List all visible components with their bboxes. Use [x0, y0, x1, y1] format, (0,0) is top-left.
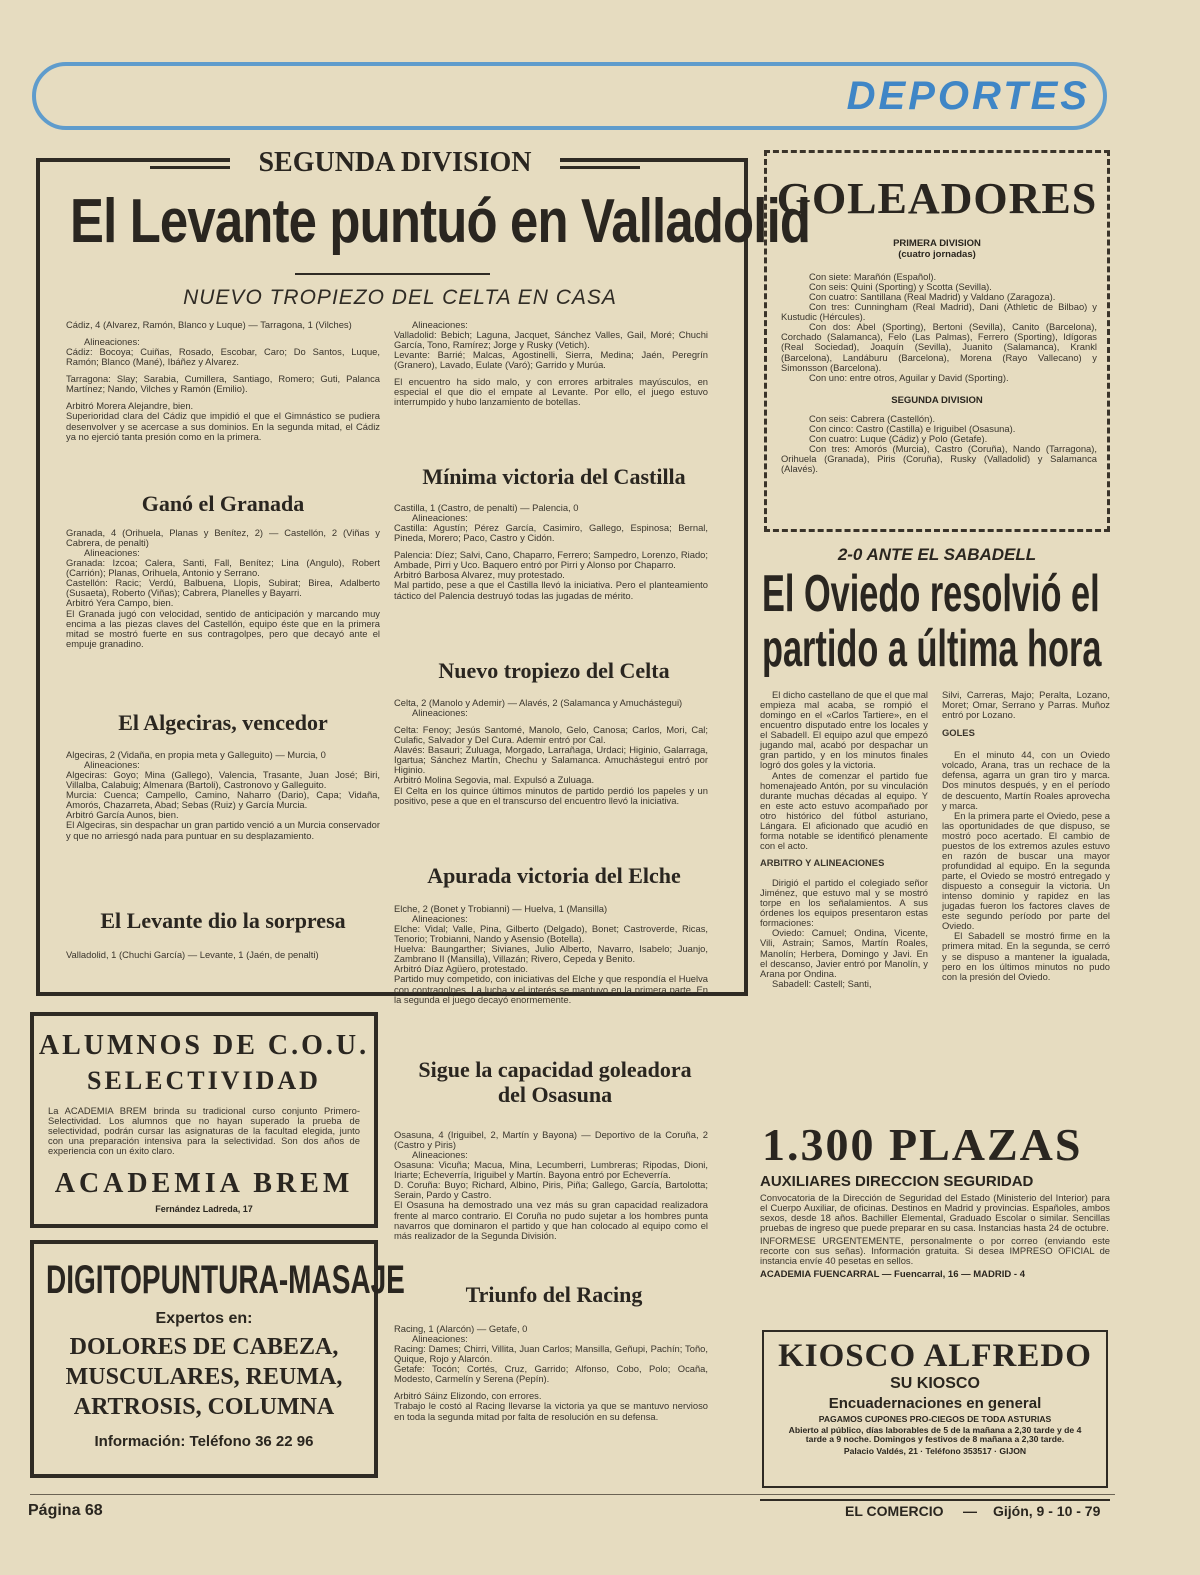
- footer-place-date: Gijón, 9 - 10 - 79: [993, 1503, 1101, 1519]
- paragraph: Palencia: Díez; Salvi, Cano, Chaparro, Ferrero; Sampedro, Lorenzo, Riado; Ambade, Pirri y Uco. Baquero entró por Pirri y Alonso por Chaparro.: [394, 549, 708, 571]
- paragraph: El encuentro ha sido malo, y con errores arbitrales mayúsculos, en especial el que dio el empate al Levante. Por ello, el juego estuvo interrumpido y hubo lanzamiento de botellas.: [394, 376, 708, 408]
- paragraph: Alineaciones:: [412, 913, 468, 925]
- scorer-line: Con siete: Marañón (Español).: [809, 271, 937, 282]
- ad-kiosco-sub: SU KIOSCO: [890, 1375, 980, 1392]
- paragraph: Alineaciones:: [412, 512, 468, 524]
- paragraph: Murcia: Cuenca; Campello, Camino, Naharro (Dario), Capa; Vidaña, Amorós, Chazarreta, Abad; Sebas (Ruiz) y García Murcia.: [66, 789, 380, 811]
- ad-plazas: [760, 1118, 1110, 1280]
- arbitro-head: ARBITRO Y ALINEACIONES: [760, 857, 885, 868]
- scorer-line: Con tres: Amorós (Murcia), Castro (Coruña), Nando (Tarragona), Orihuela (Granada), Piris (Coruña), Rusky (Valladolid) y Salamanca (Alavés).: [781, 442, 1097, 474]
- paragraph: Alineaciones:: [412, 707, 468, 719]
- paragraph: Racing: Dames; Chirri, Villita, Juan Carlos; Mansilla, Geñupi, Pachín; Toño, Quique, Rojo y Alarcón.: [394, 1343, 708, 1365]
- paragraph: Arbitró Díaz Agüero, protestado.: [394, 963, 528, 975]
- kicker: SEGUNDA DIVISION: [230, 147, 560, 179]
- segunda-title: SEGUNDA DIVISION: [891, 394, 983, 406]
- ad-plazas-body2: INFORMESE URGENTEMENTE, personalmente o por correo (enviando este recorte con sus señas). Información gratuita. Si desea IMPRESO OFICIAL de instancia envíe 40 pesetas en sellos.: [760, 1235, 1110, 1267]
- ad-digito-info: Información: Teléfono 36 22 96: [94, 1433, 314, 1450]
- paragraph: Antes de comenzar el partido fue homenajeado Antón, por su vinculación durante muchas décadas al equipo. Y en este acto estuvo acompañado por otro histórico del fútbol asturiano, Lángara. El aficionado que acudió en forma notable se identificó plenamente con el acto.: [760, 769, 928, 851]
- ad-digito-line1: DOLORES DE CABEZA,: [69, 1334, 339, 1360]
- paragraph: Arbitró Sáinz Elizondo, con errores.: [394, 1390, 542, 1402]
- scorer-line: Con dos: Abel (Sporting), Bertoni (Sevilla), Canito (Barcelona), Corchado (Salamanca), Felo (Las Palmas), Ferrero (Sporting), Idígoras (Real Sociedad), Joaquín (Sevilla), Juanito (Salamanca), Krankl (Barcelona), Landáburu (Barcelona), Morena (Rayo Vallecano) y Simonsson (Barcelona).: [781, 321, 1097, 373]
- paragraph: El Celta en los quince últimos minutos de partido perdió los papeles y un positivo, pese a que en el transcurso del encuentro llevó la iniciativa.: [394, 784, 708, 806]
- subtitle-celta: Nuevo tropiezo del Celta: [438, 658, 670, 683]
- section-title: DEPORTES: [846, 74, 1090, 118]
- paragraph: Getafe: Tocón; Cortés, Cruz, Garrido; Alfonso, Cobo, Polo; Ocaña, Modesto, Carmelín y Serena (Pepín).: [394, 1363, 708, 1385]
- paragraph: Alineaciones:: [412, 1149, 468, 1161]
- ad-kiosco-line1: Encuadernaciones en general: [828, 1395, 1042, 1412]
- footer-rule: [30, 1494, 1115, 1495]
- paragraph: Osasuna, 4 (Iriguibel, 2, Martín y Bayona) — Deportivo de la Coruña, 2 (Castro y Piris): [394, 1129, 708, 1151]
- ad-kiosco-line2: PAGAMOS CUPONES PRO-CIEGOS DE TODA ASTURIAS: [818, 1414, 1052, 1424]
- oviedo-headline-wrap: [762, 566, 1112, 684]
- paragraph: El dicho castellano de que el que mal empieza mal acaba, se rompió el domingo en el «Carlos Tartiere», en el encuentro disputado entre los locales y el Sabadell. El equipo azul que empezó jugando mal, acabó por despachar un gran partido, y en los minutos finales logró dos goles y la victoria.: [760, 689, 928, 771]
- oviedo-col-b: [942, 690, 1110, 989]
- segunda-list: [781, 414, 1097, 474]
- ad-digito-experts: Expertos en:: [155, 1310, 253, 1327]
- paragraph: Algeciras, 2 (Vidaña, en propia meta y Galleguito) — Murcia, 0: [66, 749, 326, 760]
- paragraph: Algeciras: Goyo; Mina (Gallego), Valencia, Trasante, Juan José; Biri, Villalba, Calabuig; Almenara (Bartoli), Castronovo y Galleguito.: [66, 769, 380, 791]
- footer-dash: —: [963, 1503, 977, 1519]
- paragraph: Alineaciones:: [84, 336, 140, 348]
- paragraph: Arbitró Yera Campo, bien.: [66, 597, 174, 609]
- scorer-line: Con seis: Cabrera (Castellón).: [809, 412, 936, 424]
- match-celta: [394, 698, 708, 813]
- paragraph: Celta, 2 (Manolo y Ademir) — Alavés, 2 (Salamanca y Amuchástegui): [394, 697, 683, 708]
- paragraph: Sabadell: Castell; Santi,: [772, 977, 872, 989]
- paragraph: Castilla, 1 (Castro, de penalti) — Palencia, 0: [394, 502, 579, 513]
- scorer-line: Con seis: Quini (Sporting) y Scotta (Sevilla).: [809, 281, 992, 293]
- paragraph: Valladolid: Bebich; Laguna, Jacquet, Sánchez Valles, Gail, Moré; Chuchi García, Tono, Ramírez; Jorge y Rusky (Vetich).: [394, 329, 708, 351]
- ad-digito-line3: ARTROSIS, COLUMNA: [73, 1394, 335, 1420]
- match-cadiz: [66, 320, 380, 449]
- scorer-line: Con cuatro: Santillana (Real Madrid) y Valdano (Zaragoza).: [809, 291, 1056, 303]
- paragraph: Trabajo le costó al Racing llevarse la victoria ya que se mantuvo nervioso en toda la segunda mitad por falta de resolución en su defensa.: [394, 1400, 708, 1422]
- ad-plazas-footer: ACADEMIA FUENCARRAL — Fuencarral, 16 — MADRID - 4: [760, 1269, 1025, 1281]
- paragraph: Valladolid, 1 (Chuchi García) — Levante, 1 (Jaén, de penalti): [66, 949, 319, 960]
- paragraph: Levante: Barrié; Malcas, Agostinelli, Sierra, Medina; Jaén, Peregrín (Granero), Lavado, Eulate (Varó); Garrido y Murúa.: [394, 349, 708, 371]
- scorer-line: Con uno: entre otros, Aguilar y David (Sporting).: [809, 371, 1009, 383]
- ad-digitopuntura: [30, 1240, 405, 1478]
- headline-rule: [295, 273, 490, 275]
- paragraph: El Algeciras, sin despachar un gran partido venció a un Murcia conservador y que no arriesgó nada para puntuar en su desplazamiento.: [66, 819, 380, 841]
- subhead: NUEVO TROPIEZO DEL CELTA EN CASA: [183, 286, 617, 309]
- ad-plazas-big: 1.300 PLAZAS: [762, 1119, 1083, 1170]
- kicker-rule-right: [560, 166, 640, 169]
- paragraph: Mal partido, pese a que el Castilla llevó la iniciativa. Pero el planteamiento táctico del Palencia destruyó todas las jugadas de mérito.: [394, 579, 708, 601]
- paragraph: Alineaciones:: [412, 1333, 468, 1345]
- match-granada: [66, 528, 380, 656]
- scorer-line: Con cinco: Castro (Castilla) e Iriguibel (Osasuna).: [809, 422, 1016, 434]
- ad-academia-body: La ACADEMIA BREM brinda su tradicional curso conjunto Primero-Selectividad. Los alumnos que no hayan superado la prueba de selectividad, podrán cursar las asignaturas de la facultad elegida, junto con una preparación intensiva para la selectividad. Son dos años de experiencia con un éxito claro.: [48, 1105, 360, 1157]
- paragraph: Huelva: Baungarther; Sivianes, Julio Alberto, Navarro, Isabelo; Juanjo, Zambrano II (Mansilla), Villazán; Rivero, Cepeda y Benito.: [394, 943, 708, 965]
- subtitle-castilla: Mínima victoria del Castilla: [422, 464, 686, 489]
- subtitle-elche: Apurada victoria del Elche: [427, 863, 681, 888]
- paragraph: El Osasuna ha demostrado una vez más su gran capacidad realizadora frente al marco contrario. El Coruña no pudo sujetar a los hombres punta navarros que dominaron el partido y que han colocado al equipo como el más realizador de la Segunda División.: [394, 1199, 708, 1241]
- paragraph: Arbitró Molina Segovia, mal. Expulsó a Zuluaga.: [394, 774, 595, 786]
- paragraph: Arbitró García Aunos, bien.: [66, 809, 179, 821]
- goleadores-title: GOLEADORES: [776, 174, 1098, 223]
- footer-rule-right: [760, 1499, 1110, 1501]
- ad-kiosco-title: KIOSCO ALFREDO: [778, 1338, 1092, 1374]
- primera-list: [781, 272, 1097, 383]
- primera-title: PRIMERA DIVISION: [893, 238, 981, 249]
- footer-paper: EL COMERCIO: [845, 1503, 944, 1519]
- paragraph: Elche, 2 (Bonet y Trobianni) — Huelva, 1 (Mansilla): [394, 903, 608, 914]
- paragraph: Alineaciones:: [84, 547, 140, 559]
- ad-academia-title2: SELECTIVIDAD: [87, 1066, 321, 1095]
- kicker-rule-left: [150, 166, 230, 169]
- paragraph: El Sabadell se mostró firme en la primera mitad. En la segunda, se cerró y se dispuso a mantener la igualada, pero en los últimos minutos no pudo con la presión del Oviedo.: [942, 930, 1110, 982]
- ad-digito-title: DIGITOPUNTURA-MASAJE: [46, 1258, 405, 1302]
- paragraph: Castilla: Agustín; Pérez García, Casimiro, Gallego, Espinosa; Bernal, Pineda, Morero; Paco, Castro y Cidón.: [394, 522, 708, 544]
- footer-page: Página 68: [28, 1502, 103, 1519]
- paragraph: Partido muy competido, con iniciativas del Elche y que respondía el Huelva con contragolpes. La lucha y el interés se mantuvo en la primera parte. En la segunda el juego decayó enormemente.: [394, 973, 708, 1005]
- subtitle-racing: Triunfo del Racing: [465, 1282, 643, 1307]
- paragraph: Arbitró Morera Alejandre, bien.: [66, 400, 194, 412]
- paragraph: Oviedo: Camuel; Ondina, Vicente, Vili, Astrain; Samos, Martín Roales, Manolín; Herbera, Domingo y Javi. En el descanso, Javier entró por Manolín, y Arana por Ondina.: [760, 927, 928, 979]
- oviedo-kicker: 2-0 ANTE EL SABADELL: [837, 545, 1037, 564]
- scorer-line: Con cuatro: Luque (Cádiz) y Polo (Getafe).: [809, 432, 988, 444]
- paragraph: Granada: Izcoa; Calera, Santi, Fall, Benítez; Lina (Angulo), Robert (Carrión); Planas, Orihuela, Antonio y Serrano.: [66, 557, 380, 579]
- paragraph: Racing, 1 (Alarcón) — Getafe, 0: [394, 1323, 528, 1334]
- goles-head: GOLES: [942, 727, 975, 739]
- paragraph: Alineaciones:: [412, 319, 468, 330]
- paragraph: Superioridad clara del Cádiz que impidió el que el Gimnástico se pudiera desenvolver y se acercase a sus dominios. En la segunda mitad, el Cádiz ya no ejerció tanta presión como en la primera.: [66, 410, 380, 442]
- paragraph: Elche: Vidal; Valle, Pina, Gilberto (Delgado), Bonet; Castroverde, Ricas, Tenorio; Trobianni, Nando y Asensio (Botella).: [394, 923, 708, 945]
- subtitle-algeciras: El Algeciras, vencedor: [118, 710, 328, 735]
- match-osasuna: [394, 1130, 708, 1248]
- oviedo-headline-1: El Oviedo resolvió el: [762, 565, 1100, 623]
- ad-academia-brem: [30, 1012, 378, 1228]
- scorer-line: Con tres: Cunningham (Real Madrid), Dani (Athletic de Bilbao) y Kustudic (Hércules).: [781, 301, 1097, 323]
- paragraph: Alavés: Basauri; Zuluaga, Morgado, Larrañaga, Urdaci; Higinio, Galarraga, Igartua; Sánchez Martín, Chechu y Salamanca. Amuchástegui entró por Higinio.: [394, 744, 708, 776]
- subtitle-levante: El Levante dio la sorpresa: [100, 908, 346, 933]
- paragraph: Castellón: Racic; Verdú, Balbuena, Llopis, Subirat; Birea, Adalberto (Susaeta), Roberto (Viñas); Cabrera, Planelles y Bayarri.: [66, 577, 380, 599]
- goleadores-box: [764, 150, 1110, 532]
- match-levante: [66, 950, 380, 967]
- paragraph: El Granada jugó con velocidad, sentido de anticipación y marcando muy encima a las piezas claves del Castellón, equipo éste que en la primera mitad se mostró fuerte en sus contragolpes, pero que decayó ante el empuje granadino.: [66, 607, 380, 649]
- match-algeciras: [66, 750, 380, 848]
- match-levante-cont: [394, 320, 708, 415]
- paragraph: Silvi, Carreras, Majo; Peralta, Lozano, Moret; Omar, Serrano y Parras. Muñoz entró por Lozano.: [942, 689, 1110, 721]
- ad-academia-name: ACADEMIA BREM: [54, 1168, 354, 1200]
- paragraph: Alineaciones:: [84, 759, 140, 771]
- paragraph: En la primera parte el Oviedo, pese a las oportunidades de que dispuso, se mostró poco acertado. El cambio de puestos de los extremos azules estuvo en razón de buscar una mayor profundidad al equipo. En la segunda parte, el Oviedo se mostró entregado y dispuesto a conseguir la victoria. Un intenso dominio y rapidez en las jugadas fueron los factores claves de este segundo período por parte del Oviedo.: [942, 809, 1110, 932]
- subtitle-osasuna: Sigue la capacidad goleadora del Osasuna: [418, 1057, 692, 1108]
- headline-wrap: [70, 186, 811, 266]
- ad-academia-title1: ALUMNOS DE C.O.U.: [38, 1030, 370, 1061]
- oviedo-headline-2: partido a última hora: [762, 620, 1102, 679]
- paragraph: Tarragona: Slay; Sarabia, Cumillera, Santiago, Romero; Guti, Palanca Martínez; Nando, Vilches y Ramón (Emilio).: [66, 373, 380, 395]
- ad-plazas-body1: Convocatoria de la Dirección de Seguridad del Estado (Ministerio del Interior) para el Cuerpo Auxiliar, de oficinas. Destinos en Madrid y provincias. Españoles, ambos sexos, desde 18 años. Bachiller Elemental, Graduado Escolar o similar. Sencillas pruebas de ingreso que puede preparar en su casa. Instancias hasta 24 de octubre.: [760, 1192, 1110, 1234]
- ad-digito-title-wrap: [46, 1258, 405, 1302]
- paragraph: Cádiz, 4 (Alvarez, Ramón, Blanco y Luque) — Tarragona, 1 (Vilches): [66, 319, 352, 330]
- match-elche: [394, 904, 708, 1012]
- primera-sub: (cuatro jornadas): [898, 249, 976, 260]
- paragraph: En el minuto 44, con un Oviedo volcado, Arana, tras un rechace de la defensa, agarra un gran tiro y marca. Dos minutos después, y en el período de descuento, Martín Roales aprovecha y marca.: [942, 749, 1110, 811]
- ad-academia-address: Fernández Ladreda, 17: [155, 1204, 253, 1215]
- ad-plazas-sub: AUXILIARES DIRECCION SEGURIDAD: [760, 1173, 1034, 1190]
- match-castilla: [394, 503, 708, 608]
- ad-kiosco-line3: Abierto al público, días laborables de 5 de la mañana a 2,30 tarde y de 4 tarde a 9 noche. Domingos y festivos de 8 mañana a 2,30 tarde.: [788, 1425, 1082, 1445]
- paragraph: D. Coruña: Buyo; Richard, Albino, Piris, Piña; Gallego, García, Bartolotta; Serain, Pardo y Castro.: [394, 1179, 708, 1201]
- paragraph: Celta: Fenoy; Jesús Santomé, Manolo, Gelo, Canosa; Carlos, Mori, Cal; Culafic, Salvador y Del Cura. Ademir entró por Cal.: [394, 724, 708, 746]
- subtitle-granada: Ganó el Granada: [141, 491, 305, 516]
- match-racing: [394, 1324, 708, 1429]
- ad-digito-line2: MUSCULARES, REUMA,: [65, 1364, 343, 1390]
- paragraph: Cádiz: Bocoya; Cuiñas, Rosado, Escobar, Caro; Do Santos, Luque, Ramón; Blanco (Mané), Ibáñez y Alvarez.: [66, 346, 380, 368]
- oviedo-col-a: [760, 690, 928, 996]
- paragraph: Granada, 4 (Orihuela, Planas y Benítez, 2) — Castellón, 2 (Viñas y Cabrera, de penalti): [66, 527, 380, 549]
- paragraph: Osasuna: Vicuña; Macua, Mina, Lecumberri, Lumbreras; Ripodas, Dioni, Iriarte; Echeverría, Iriguibel y Martín. Bayona entró por Echeverría.: [394, 1159, 708, 1181]
- paragraph: Dirigió el partido el colegiado señor Jiménez, que estuvo mal y se mostró torpe en los señalamientos. A sus órdenes los equipos presentaron estas formaciones:: [760, 877, 928, 929]
- headline: El Levante puntuó en Valladolid: [70, 187, 811, 256]
- paragraph: Arbitró Barbosa Alvarez, muy protestado.: [394, 569, 565, 581]
- ad-kiosco-line4: Palacio Valdés, 21 · Teléfono 353517 · GIJON: [843, 1446, 1027, 1457]
- ad-kiosco: [762, 1330, 1108, 1488]
